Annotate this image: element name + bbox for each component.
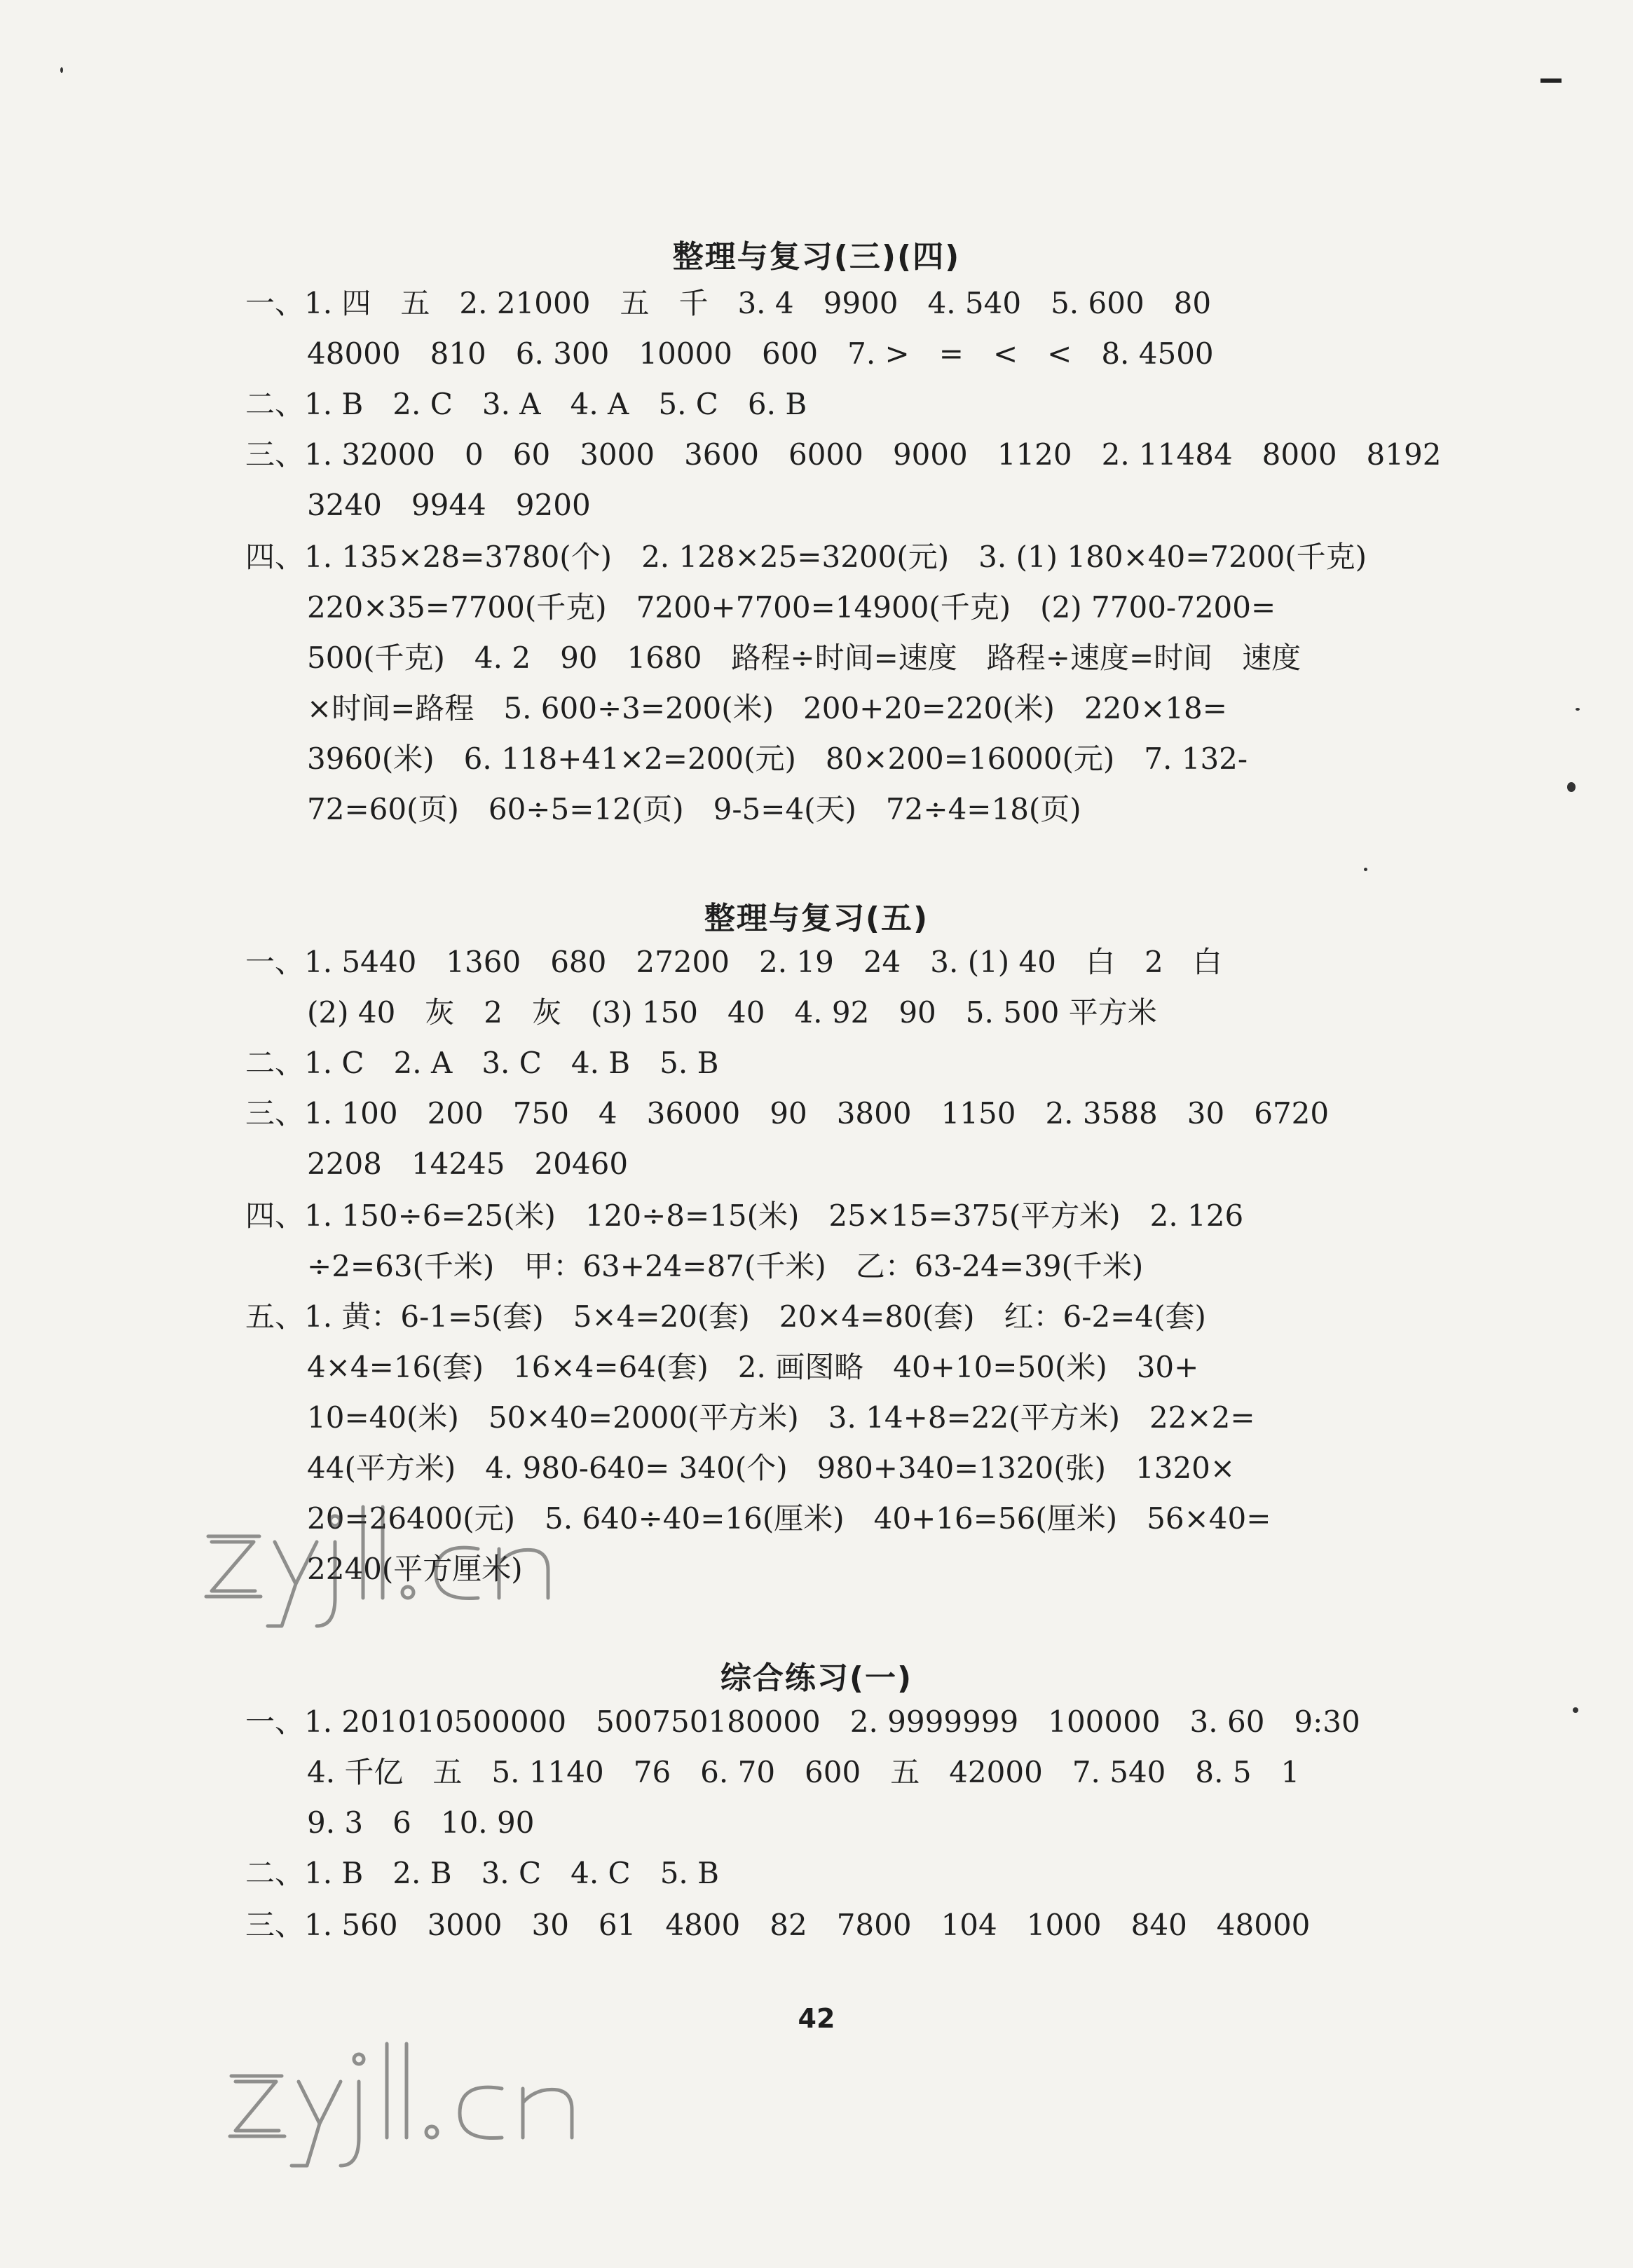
answer-line: 2240(平方厘米): [307, 1552, 523, 1586]
answer-line: (2) 40 灰 2 灰 (3) 150 40 4. 92 90 5. 500 平方米: [307, 995, 1157, 1030]
page-number: 42: [798, 2003, 835, 2034]
answer-line: 三、1. 32000 0 60 3000 3600 6000 9000 1120 2. 11484 8000 8192: [245, 437, 1442, 472]
scan-speck: [60, 67, 63, 73]
answer-line: ÷2=63(千米) 甲：63+24=87(千米) 乙：63-24=39(千米): [307, 1249, 1144, 1283]
scan-speck: [1576, 708, 1580, 711]
scan-speck: [1364, 868, 1367, 871]
answer-line: 72=60(页) 60÷5=12(页) 9-5=4(天) 72÷4=18(页): [307, 792, 1081, 826]
section-title-practice-1: 综合练习(一): [720, 1660, 913, 1696]
answer-line: ×时间=路程 5. 600÷3=200(米) 200+20=220(米) 220×18=: [307, 691, 1227, 725]
answer-line: 10=40(米) 50×40=2000(平方米) 3. 14+8=22(平方米) 22×2=: [307, 1400, 1255, 1435]
answer-line: 4. 千亿 五 5. 1140 76 6. 70 600 五 42000 7. 540 8. 5 1: [307, 1755, 1300, 1789]
answer-line: 二、1. B 2. B 3. C 4. C 5. B: [245, 1856, 719, 1890]
answer-line: 四、1. 135×28=3780(个) 2. 128×25=3200(元) 3. (1) 180×40=7200(千克): [245, 540, 1367, 574]
answer-line: 500(千克) 4. 2 90 1680 路程÷时间=速度 路程÷速度=时间 速度: [307, 641, 1301, 675]
scan-speck: [1567, 782, 1576, 792]
answer-line: 四、1. 150÷6=25(米) 120÷8=15(米) 25×15=375(平方米) 2. 126: [245, 1198, 1244, 1233]
answer-line: 48000 810 6. 300 10000 600 7. > = < < 8. 4500: [307, 336, 1214, 371]
answer-line: 44(平方米) 4. 980-640= 340(个) 980+340=1320(张) 1320×: [307, 1451, 1236, 1485]
answer-line: 220×35=7700(千克) 7200+7700=14900(千克) (2) 7700-7200=: [307, 590, 1276, 624]
watermark-logo: [198, 1486, 590, 1647]
answer-line: 3960(米) 6. 118+41×2=200(元) 80×200=16000(元) 7. 132-: [307, 742, 1248, 776]
answer-line: 3240 9944 9200: [307, 488, 591, 522]
answer-line: 4×4=16(套) 16×4=64(套) 2. 画图略 40+10=50(米) 30+: [307, 1350, 1199, 1384]
section-title-review-3-4: 整理与复习(三)(四): [672, 239, 961, 275]
answer-line: 一、1. 201010500000 500750180000 2. 9999999 100000 3. 60 9:30: [245, 1705, 1360, 1739]
answer-line: 三、1. 100 200 750 4 36000 90 3800 1150 2. 3588 30 6720: [245, 1096, 1330, 1130]
answer-line: 20=26400(元) 5. 640÷40=16(厘米) 40+16=56(厘米) 56×40=: [307, 1501, 1271, 1536]
answer-line: 一、1. 5440 1360 680 27200 2. 19 24 3. (1) 40 白 2 白: [245, 945, 1222, 979]
scan-speck: [1573, 1707, 1578, 1713]
section-title-review-5: 整理与复习(五): [704, 901, 929, 936]
answer-line: 9. 3 6 10. 90: [307, 1805, 535, 1840]
answer-line: 三、1. 560 3000 30 61 4800 82 7800 104 1000 840 48000: [245, 1908, 1311, 1942]
answer-line: 2208 14245 20460: [307, 1147, 629, 1181]
answer-line: 二、1. C 2. A 3. C 4. B 5. B: [245, 1046, 719, 1080]
watermark-logo: [221, 2018, 614, 2180]
answer-line: 一、1. 四 五 2. 21000 五 千 3. 4 9900 4. 540 5. 600 80: [245, 286, 1212, 320]
corner-mark: [1540, 78, 1562, 83]
answer-line: 五、1. 黄：6-1=5(套) 5×4=20(套) 20×4=80(套) 红：6-2=4(套): [245, 1299, 1206, 1334]
answer-line: 二、1. B 2. C 3. A 4. A 5. C 6. B: [245, 387, 807, 421]
